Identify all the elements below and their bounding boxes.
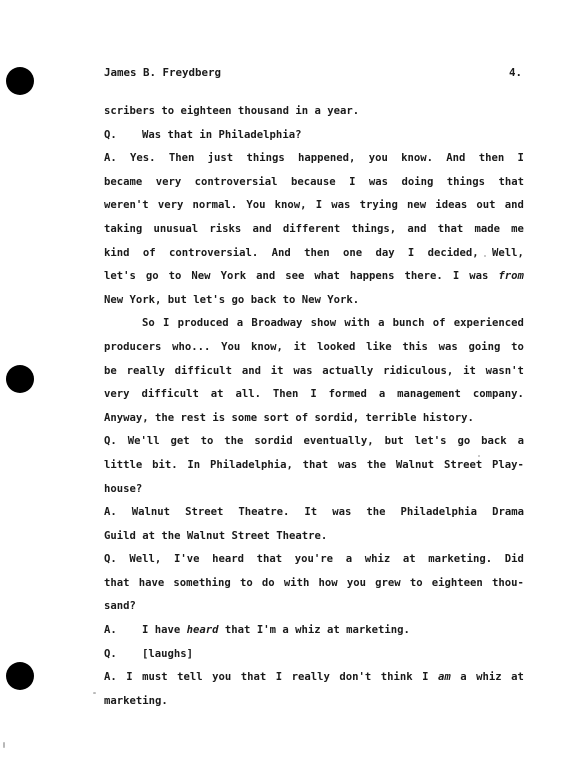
text-line: A. Yes. Then just things happened, you know. And then I [104, 147, 524, 171]
paper-speck [3, 742, 5, 748]
text-line: A. I have heard that I'm a whiz at marketing. [104, 619, 524, 643]
text-line [104, 124, 524, 148]
paper-speck [484, 255, 486, 257]
speaker-a: A. [104, 506, 117, 519]
text-line: taking unusual risks and different things, and that made me [104, 222, 524, 235]
text-line: New York, but let's go back to New York. [104, 293, 360, 306]
binder-hole [6, 662, 34, 690]
text-line: A. I must tell you that I really don't think I am a whiz at [104, 666, 524, 690]
text-line: Q. We'll get to the sordid eventually, but let's go back a [104, 430, 524, 454]
speaker-q: Q. [104, 128, 117, 141]
speaker-q: Q. [104, 435, 117, 448]
interviewee-name: James B. Freydberg [104, 66, 222, 79]
binder-hole [6, 67, 34, 95]
speaker-a: A. [104, 152, 117, 165]
text-line: Q. [laughs] [104, 643, 524, 667]
speaker-a: A. [104, 671, 117, 684]
page-number: 4. [508, 66, 522, 79]
text-line: A. Walnut Street Theatre. It was the Philadelphia Drama [104, 501, 524, 525]
text-line: marketing. [104, 694, 168, 707]
text-line: be really difficult and it was actually ridiculous, it wasn't [104, 364, 524, 377]
text-line: So I produced a Broadway show with a bunch of experienced [142, 317, 524, 330]
text-line: house? [104, 482, 143, 495]
page-header [104, 66, 524, 79]
text-line: Q. Well, I've heard that you're a whiz at marketing. Did [104, 548, 524, 572]
paper-speck [93, 692, 96, 694]
text-line: Anyway, the rest is some sort of sordid, terrible history. [104, 411, 474, 424]
text-line: producers who... You know, it looked like this was going to [104, 340, 524, 353]
paper-speck [478, 455, 480, 457]
speaker-q: Q. [104, 553, 117, 566]
binder-hole [6, 365, 34, 393]
line-text: Was that in Philadelphia? [142, 128, 302, 141]
text-line: very difficult at all. Then I formed a management company. [104, 388, 524, 401]
text-line: became very controversial because I was doing things that [104, 175, 524, 188]
transcript-body [104, 100, 524, 713]
text-line: sand? [104, 600, 136, 613]
text-line: scribers to eighteen thousand in a year. [104, 105, 360, 117]
speaker-a: A. [104, 624, 117, 637]
text-line: little bit. In Philadelphia, that was the Walnut Street Play- [104, 458, 524, 471]
text-line: Guild at the Walnut Street Theatre. [104, 529, 328, 542]
speaker-q: Q. [104, 647, 117, 660]
text-line: that have something to do with how you grew to eighteen thou- [104, 576, 524, 589]
text-line: kind of controversial. And then one day I decided, Well, [104, 246, 524, 259]
text-line: weren't very normal. You know, I was trying new ideas out and [104, 199, 524, 212]
text-line: let's go to New York and see what happens there. I was from [104, 270, 524, 283]
